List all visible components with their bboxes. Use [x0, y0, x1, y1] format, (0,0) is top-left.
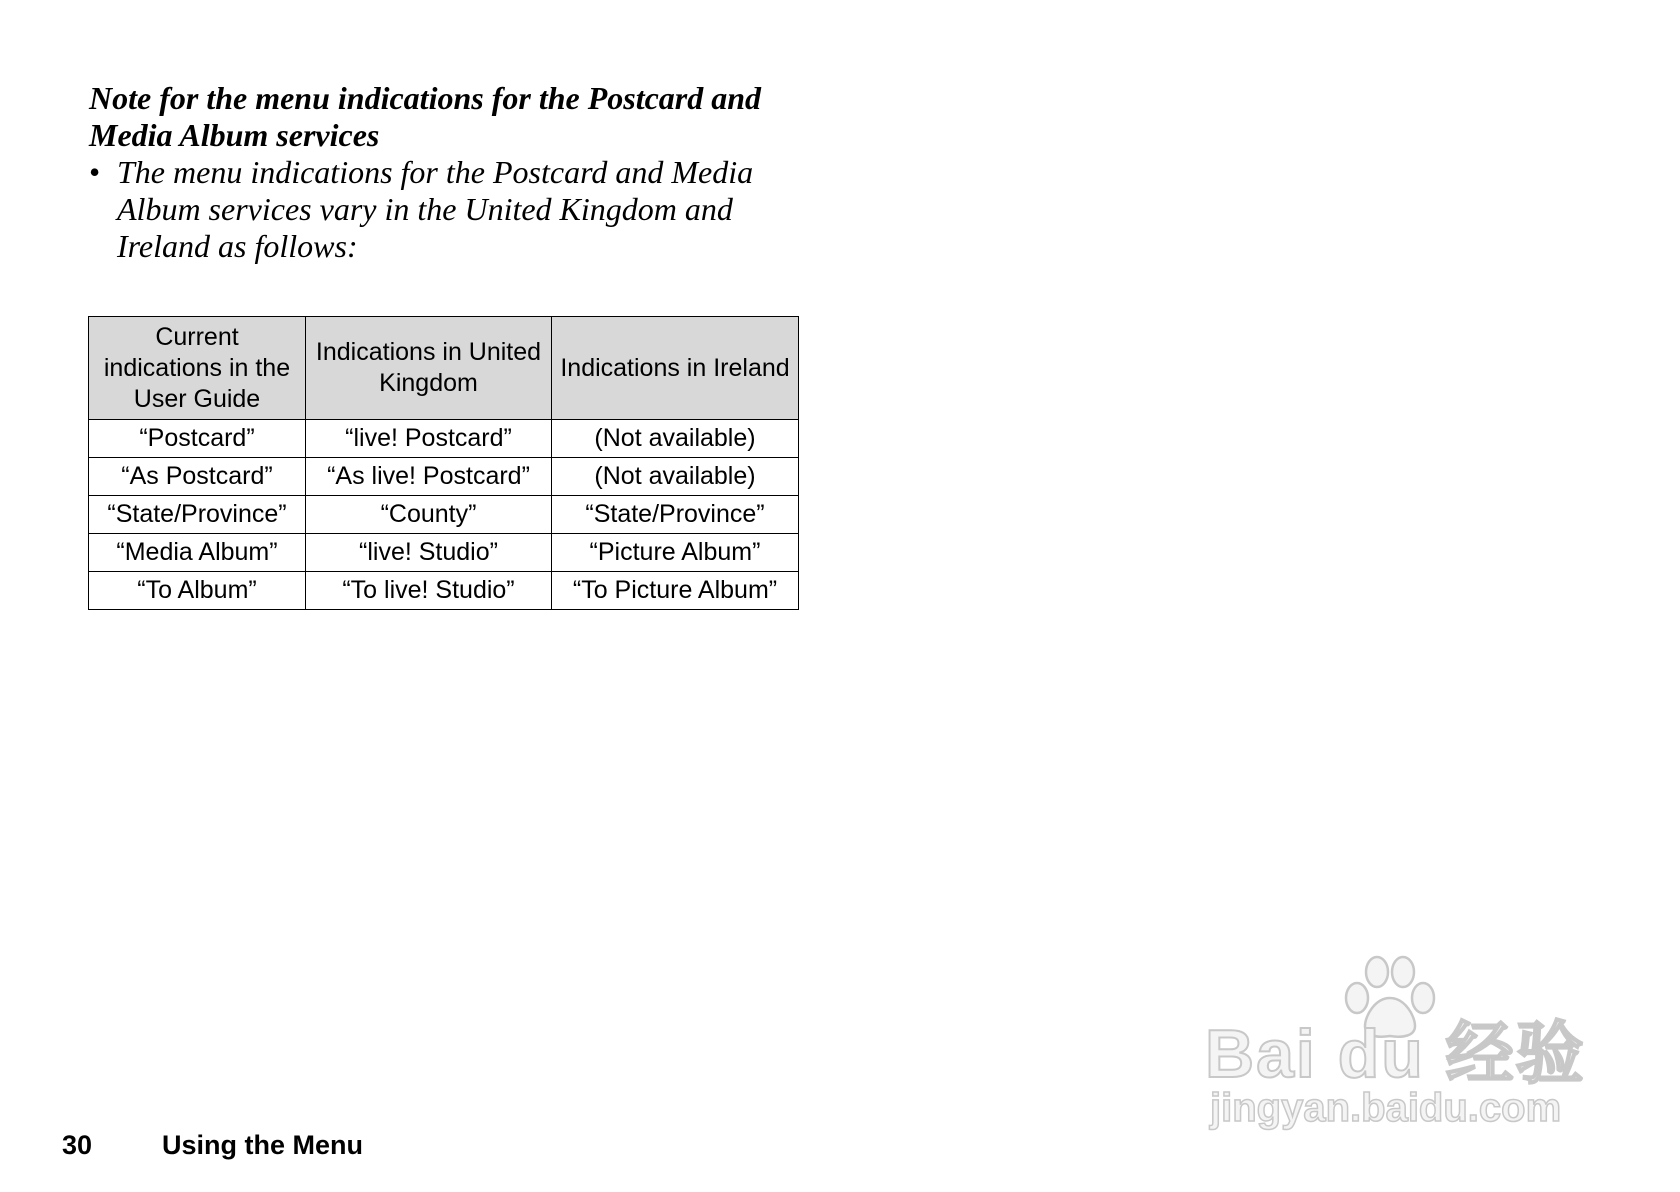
note-bullet-text: The menu indications for the Postcard and Media Album services vary in the United Kingdom and Ireland as follows:	[117, 154, 754, 264]
table-row	[89, 420, 799, 458]
cell-uk: “County”	[306, 496, 552, 534]
bullet-icon: •	[89, 154, 101, 190]
note-title-line1: Note for the menu indications for the Postcard and	[89, 80, 762, 116]
cell-current: “State/Province”	[89, 496, 306, 534]
cell-uk: “To live! Studio”	[306, 572, 552, 610]
cell-ireland: “Picture Album”	[552, 534, 799, 572]
table-header-row	[89, 317, 799, 420]
section-title: Using the Menu	[162, 1130, 363, 1160]
table-row	[89, 496, 799, 534]
indications-table	[88, 316, 799, 610]
watermark-url: jingyan.baidu.com	[1210, 1086, 1562, 1130]
header-current-guide: Current indications in the User Guide	[89, 317, 306, 420]
cell-current: “Postcard”	[89, 420, 306, 458]
cell-current: “To Album”	[89, 572, 306, 610]
note-bullet	[89, 154, 829, 265]
cell-uk: “live! Postcard”	[306, 420, 552, 458]
note-title	[89, 80, 829, 154]
table-row	[89, 534, 799, 572]
table-row	[89, 458, 799, 496]
cell-ireland: (Not available)	[552, 458, 799, 496]
cell-ireland: “State/Province”	[552, 496, 799, 534]
cell-ireland: (Not available)	[552, 420, 799, 458]
cell-uk: “As live! Postcard”	[306, 458, 552, 496]
page-footer	[62, 1130, 363, 1161]
cell-uk: “live! Studio”	[306, 534, 552, 572]
cell-current: “As Postcard”	[89, 458, 306, 496]
header-united-kingdom: Indications in United Kingdom	[306, 317, 552, 420]
note-section	[89, 80, 829, 265]
cell-ireland: “To Picture Album”	[552, 572, 799, 610]
table-row	[89, 572, 799, 610]
note-title-line2: Media Album services	[89, 117, 380, 153]
page-number: 30	[62, 1130, 93, 1160]
baidu-watermark	[1205, 950, 1605, 1150]
watermark-brand: Bai du 经验	[1205, 1016, 1586, 1092]
header-ireland: Indications in Ireland	[552, 317, 799, 420]
cell-current: “Media Album”	[89, 534, 306, 572]
